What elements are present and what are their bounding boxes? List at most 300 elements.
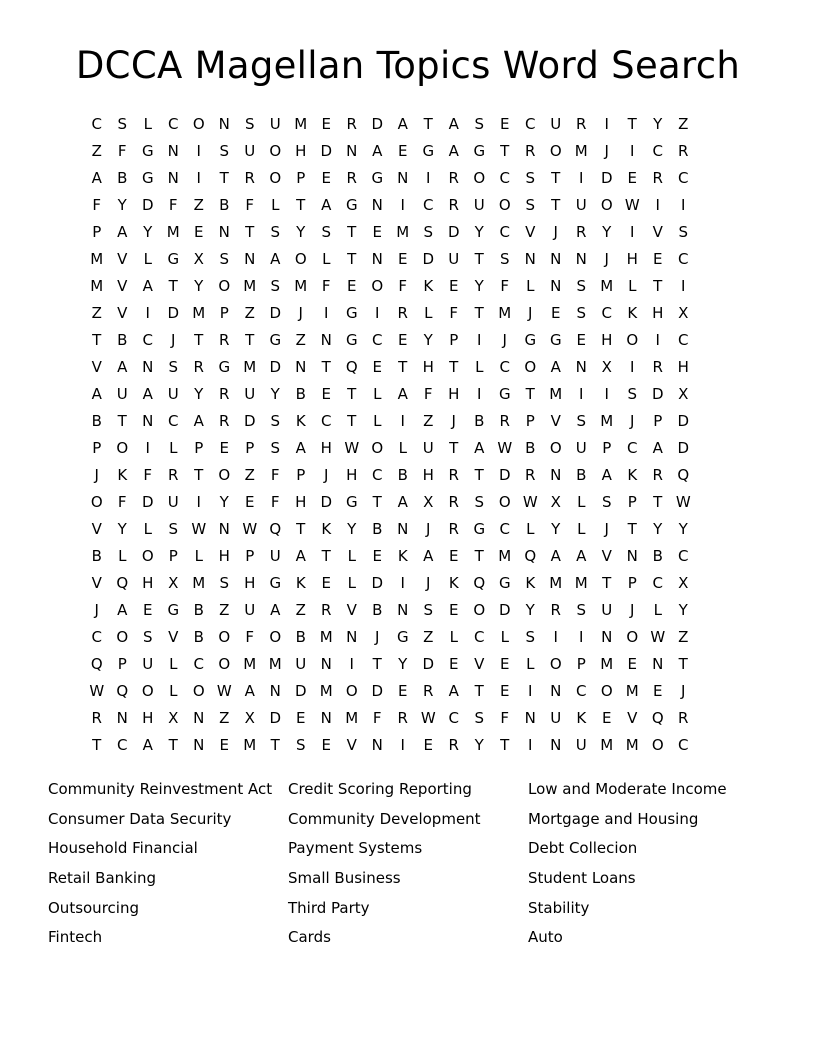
grid-letter: J (298, 304, 303, 322)
grid-letter: N (397, 520, 409, 538)
grid-letter: S (627, 385, 638, 403)
grid-letter: Z (91, 304, 102, 322)
grid-letter: C (627, 439, 638, 457)
grid-letter: T (296, 520, 306, 538)
grid-letter: O (192, 682, 205, 700)
grid-letter: X (168, 574, 179, 592)
grid-letter: C (372, 331, 383, 349)
grid-letter: Z (423, 412, 434, 430)
grid-letter: R (525, 466, 536, 484)
grid-letter: J (630, 412, 635, 430)
grid-letter: R (448, 196, 459, 214)
grid-letter: W (216, 682, 232, 700)
grid-letter: O (141, 682, 154, 700)
grid-letter: E (321, 736, 331, 754)
grid-letter: T (347, 412, 357, 430)
grid-letter: F (245, 196, 255, 214)
grid-letter: A (270, 601, 281, 619)
grid-letter: D (498, 466, 511, 484)
grid-letter: Q (345, 358, 358, 376)
grid-letter: E (321, 385, 331, 403)
grid-letter: Z (244, 304, 255, 322)
grid-letter: R (652, 358, 663, 376)
grid-letter: I (579, 385, 584, 403)
grid-letter: J (528, 304, 533, 322)
grid-letter: B (91, 412, 102, 430)
grid-letter: P (245, 439, 255, 457)
grid-letter: I (681, 277, 686, 295)
grid-row (84, 678, 696, 705)
grid-letter: H (626, 250, 638, 268)
grid-letter: B (576, 466, 587, 484)
grid-letter: I (145, 304, 150, 322)
grid-letter: E (219, 439, 229, 457)
grid-letter: N (397, 169, 409, 187)
grid-letter: Z (219, 601, 230, 619)
grid-letter: I (579, 169, 584, 187)
grid-letter: U (269, 115, 281, 133)
grid-letter: L (347, 547, 356, 565)
grid-letter: I (375, 304, 380, 322)
grid-letter: G (498, 385, 511, 403)
grid-letter: R (346, 169, 357, 187)
grid-letter: S (117, 115, 128, 133)
grid-letter: T (347, 385, 357, 403)
grid-letter: M (600, 655, 614, 673)
grid-letter: E (500, 115, 510, 133)
grid-letter: F (423, 385, 433, 403)
grid-letter: K (295, 574, 306, 592)
grid-letter: M (549, 574, 563, 592)
grid-letter: U (244, 601, 256, 619)
grid-letter: O (90, 493, 103, 511)
grid-letter: S (525, 628, 536, 646)
grid-letter: O (192, 115, 205, 133)
grid-letter: M (574, 142, 588, 160)
grid-letter: I (196, 493, 201, 511)
grid-letter: N (218, 520, 230, 538)
grid-letter: A (91, 385, 102, 403)
grid-letter: F (500, 277, 510, 295)
grid-letter: A (295, 547, 306, 565)
grid-letter: I (196, 142, 201, 160)
grid-letter: E (321, 169, 331, 187)
grid-letter: I (630, 142, 635, 160)
grid-letter: T (474, 250, 484, 268)
grid-letter: C (321, 412, 332, 430)
word-item: Payment Systems (288, 839, 423, 858)
grid-letter: O (549, 142, 562, 160)
grid-letter: M (498, 304, 512, 322)
grid-letter: G (549, 331, 562, 349)
grid-letter: M (549, 385, 563, 403)
grid-letter: M (396, 223, 410, 241)
grid-letter: L (271, 196, 280, 214)
grid-letter: C (91, 628, 102, 646)
grid-letter: C (372, 466, 383, 484)
grid-letter: W (420, 709, 436, 727)
grid-letter: C (168, 412, 179, 430)
grid-letter: T (194, 466, 204, 484)
grid-letter: O (345, 682, 358, 700)
grid-letter: R (448, 493, 459, 511)
grid-letter: F (500, 709, 510, 727)
grid-row (84, 327, 696, 354)
grid-letter: J (426, 520, 431, 538)
grid-row (84, 570, 696, 597)
grid-letter: T (321, 547, 331, 565)
grid-letter: C (499, 520, 510, 538)
grid-letter: T (398, 358, 408, 376)
grid-letter: E (627, 655, 637, 673)
grid-letter: V (346, 736, 357, 754)
grid-letter: B (525, 439, 536, 457)
grid-letter: S (576, 277, 587, 295)
grid-letter: H (422, 358, 434, 376)
grid-letter: N (218, 115, 230, 133)
grid-letter: C (117, 736, 128, 754)
grid-letter: R (397, 709, 408, 727)
grid-letter: Y (474, 277, 484, 295)
grid-letter: N (550, 277, 562, 295)
grid-letter: R (219, 331, 230, 349)
grid-letter: A (550, 358, 561, 376)
grid-letter: C (576, 682, 587, 700)
grid-letter: Z (193, 196, 204, 214)
grid-letter: L (449, 628, 458, 646)
grid-letter: L (398, 439, 407, 457)
grid-letter: E (449, 655, 459, 673)
grid-letter: M (498, 547, 512, 565)
grid-letter: C (678, 331, 689, 349)
grid-letter: S (295, 736, 306, 754)
grid-letter: W (522, 493, 538, 511)
word-item: Mortgage and Housing (528, 809, 699, 828)
grid-letter: I (400, 412, 405, 430)
grid-letter: D (320, 142, 333, 160)
grid-letter: I (324, 304, 329, 322)
grid-row (84, 165, 696, 192)
grid-row (84, 543, 696, 570)
grid-letter: Z (244, 466, 255, 484)
grid-letter: Q (269, 520, 282, 538)
grid-letter: N (652, 655, 664, 673)
grid-row (84, 462, 696, 489)
grid-letter: T (245, 331, 255, 349)
grid-letter: G (345, 331, 358, 349)
grid-letter: Z (295, 331, 306, 349)
grid-letter: N (550, 466, 562, 484)
grid-letter: D (269, 709, 282, 727)
grid-letter: Y (219, 493, 229, 511)
grid-letter: N (371, 196, 383, 214)
grid-letter: Y (474, 736, 484, 754)
grid-letter: A (474, 439, 485, 457)
grid-letter: I (528, 682, 533, 700)
grid-letter: K (295, 412, 306, 430)
grid-letter: O (600, 196, 613, 214)
grid-letter: F (117, 493, 127, 511)
word-item: Third Party (288, 898, 370, 917)
grid-letter: T (219, 169, 229, 187)
grid-letter: O (600, 682, 613, 700)
grid-letter: M (600, 412, 614, 430)
grid-letter: E (627, 169, 637, 187)
grid-letter: Z (423, 628, 434, 646)
grid-letter: L (653, 601, 662, 619)
grid-letter: D (294, 682, 307, 700)
grid-letter: F (143, 466, 153, 484)
grid-letter: T (92, 331, 102, 349)
grid-letter: Q (524, 547, 537, 565)
grid-letter: H (295, 493, 307, 511)
grid-letter: H (677, 358, 689, 376)
grid-letter: Z (678, 628, 689, 646)
grid-letter: H (142, 709, 154, 727)
grid-letter: K (627, 466, 638, 484)
grid-letter: O (116, 439, 129, 457)
grid-letter: Q (90, 655, 103, 673)
grid-letter: Y (678, 601, 688, 619)
grid-letter: L (143, 520, 152, 538)
grid-letter: L (373, 385, 382, 403)
grid-letter: U (167, 385, 179, 403)
grid-letter: Y (678, 520, 688, 538)
grid-letter: A (117, 601, 128, 619)
grid-letter: R (652, 466, 663, 484)
word-item: Outsourcing (48, 898, 139, 917)
grid-letter: F (449, 304, 459, 322)
grid-letter: L (577, 520, 586, 538)
grid-letter: T (449, 358, 459, 376)
grid-letter: I (477, 331, 482, 349)
grid-letter: F (245, 628, 255, 646)
grid-letter: O (218, 628, 231, 646)
grid-letter: W (497, 439, 513, 457)
word-item: Community Development (288, 809, 481, 828)
grid-letter: A (142, 385, 153, 403)
grid-letter: O (218, 466, 231, 484)
grid-letter: Y (347, 520, 357, 538)
grid-letter: M (243, 358, 257, 376)
grid-letter: W (624, 196, 640, 214)
grid-letter: Y (194, 385, 204, 403)
grid-letter: I (349, 655, 354, 673)
grid-letter: B (474, 412, 485, 430)
grid-letter: N (550, 682, 562, 700)
grid-letter: T (372, 493, 382, 511)
word-list (48, 776, 788, 954)
grid-letter: S (270, 277, 281, 295)
grid-letter: M (319, 682, 333, 700)
grid-row (84, 651, 696, 678)
word-item: Student Loans (528, 869, 636, 888)
grid-letter: G (269, 574, 282, 592)
grid-letter: T (372, 655, 382, 673)
grid-letter: D (371, 574, 384, 592)
grid-letter: G (141, 169, 154, 187)
grid-letter: V (117, 250, 128, 268)
grid-letter: E (500, 682, 510, 700)
grid-letter: C (168, 115, 179, 133)
grid-letter: I (604, 115, 609, 133)
grid-letter: R (91, 709, 102, 727)
grid-letter: M (192, 574, 206, 592)
grid-letter: D (243, 412, 256, 430)
grid-letter: P (449, 331, 459, 349)
grid-letter: Q (677, 466, 690, 484)
grid-letter: I (630, 358, 635, 376)
grid-letter: I (196, 169, 201, 187)
grid-letter: R (448, 520, 459, 538)
grid-letter: T (678, 655, 688, 673)
grid-letter: H (320, 439, 332, 457)
grid-letter: B (372, 520, 383, 538)
grid-letter: T (474, 304, 484, 322)
grid-letter: I (681, 196, 686, 214)
grid-letter: R (168, 466, 179, 484)
grid-letter: U (575, 439, 587, 457)
grid-letter: B (372, 601, 383, 619)
grid-letter: L (143, 115, 152, 133)
grid-letter: E (372, 223, 382, 241)
grid-letter: L (347, 574, 356, 592)
grid-letter: V (525, 223, 536, 241)
grid-letter: T (474, 466, 484, 484)
grid-letter: M (166, 223, 180, 241)
grid-letter: B (295, 385, 306, 403)
grid-letter: O (626, 628, 639, 646)
grid-letter: L (526, 277, 535, 295)
grid-letter: H (218, 547, 230, 565)
grid-letter: Z (91, 142, 102, 160)
grid-letter: A (91, 169, 102, 187)
grid-letter: S (499, 250, 510, 268)
grid-letter: J (451, 412, 456, 430)
grid-letter: L (118, 547, 127, 565)
grid-row (84, 300, 696, 327)
grid-letter: T (525, 385, 535, 403)
grid-letter: E (219, 736, 229, 754)
grid-letter: D (600, 169, 613, 187)
grid-letter: N (320, 709, 332, 727)
grid-letter: M (268, 655, 282, 673)
grid-letter: K (448, 574, 459, 592)
grid-letter: O (218, 277, 231, 295)
grid-letter: S (474, 493, 485, 511)
grid-letter: S (270, 412, 281, 430)
grid-letter: M (243, 277, 257, 295)
grid-letter: N (244, 250, 256, 268)
grid-letter: U (422, 439, 434, 457)
grid-letter: T (347, 250, 357, 268)
grid-letter: I (655, 196, 660, 214)
grid-letter: X (193, 250, 204, 268)
grid-letter: E (321, 115, 331, 133)
grid-letter: D (371, 682, 384, 700)
grid-letter: D (371, 115, 384, 133)
grid-letter: D (677, 439, 690, 457)
grid-letter: J (94, 601, 99, 619)
grid-letter: W (344, 439, 360, 457)
grid-letter: S (423, 601, 434, 619)
grid-letter: O (116, 628, 129, 646)
grid-row (84, 354, 696, 381)
grid-letter: I (477, 385, 482, 403)
grid-letter: N (550, 736, 562, 754)
grid-letter: P (653, 412, 663, 430)
grid-letter: U (473, 196, 485, 214)
grid-letter: T (551, 196, 561, 214)
grid-letter: M (243, 655, 257, 673)
grid-letter: T (423, 115, 433, 133)
grid-letter: E (398, 250, 408, 268)
grid-letter: J (324, 466, 329, 484)
grid-letter: A (372, 142, 383, 160)
grid-letter: V (474, 655, 485, 673)
grid-letter: O (473, 169, 486, 187)
grid-letter: Y (423, 331, 433, 349)
word-item: Community Reinvestment Act (48, 780, 273, 798)
grid-letter: G (396, 628, 409, 646)
grid-letter: V (346, 601, 357, 619)
grid-letter: N (346, 628, 358, 646)
grid-letter: G (473, 142, 486, 160)
grid-letter: U (142, 655, 154, 673)
grid-letter: Y (602, 223, 612, 241)
grid-letter: T (474, 682, 484, 700)
grid-letter: W (89, 682, 105, 700)
grid-letter: A (270, 250, 281, 268)
grid-letter: L (169, 439, 178, 457)
grid-row (84, 111, 696, 138)
grid-letter: O (269, 628, 282, 646)
grid-row (84, 273, 696, 300)
grid-letter: E (347, 277, 357, 295)
grid-letter: P (296, 466, 306, 484)
word-item: Auto (528, 928, 563, 947)
grid-letter: P (168, 547, 178, 565)
grid-letter: D (141, 196, 154, 214)
grid-letter: T (245, 223, 255, 241)
grid-letter: G (524, 331, 537, 349)
grid-letter: E (551, 304, 561, 322)
grid-letter: Y (551, 520, 561, 538)
grid-letter: N (371, 736, 383, 754)
grid-letter: M (294, 277, 308, 295)
grid-letter: G (167, 250, 180, 268)
grid-letter: K (117, 466, 128, 484)
grid-letter: M (90, 277, 104, 295)
grid-letter: A (448, 115, 459, 133)
grid-letter: Y (117, 196, 127, 214)
grid-letter: B (193, 601, 204, 619)
grid-letter: T (500, 142, 510, 160)
grid-letter: C (652, 574, 663, 592)
grid-letter: R (219, 385, 230, 403)
grid-letter: R (525, 142, 536, 160)
grid-letter: X (244, 709, 255, 727)
word-item: Small Business (288, 869, 401, 888)
grid-letter: O (371, 439, 384, 457)
word-item: Fintech (48, 928, 103, 947)
grid-letter: G (167, 601, 180, 619)
grid-letter: A (142, 736, 153, 754)
grid-row (84, 516, 696, 543)
grid-letter: O (651, 736, 664, 754)
grid-letter: A (652, 439, 663, 457)
grid-letter: E (143, 601, 153, 619)
